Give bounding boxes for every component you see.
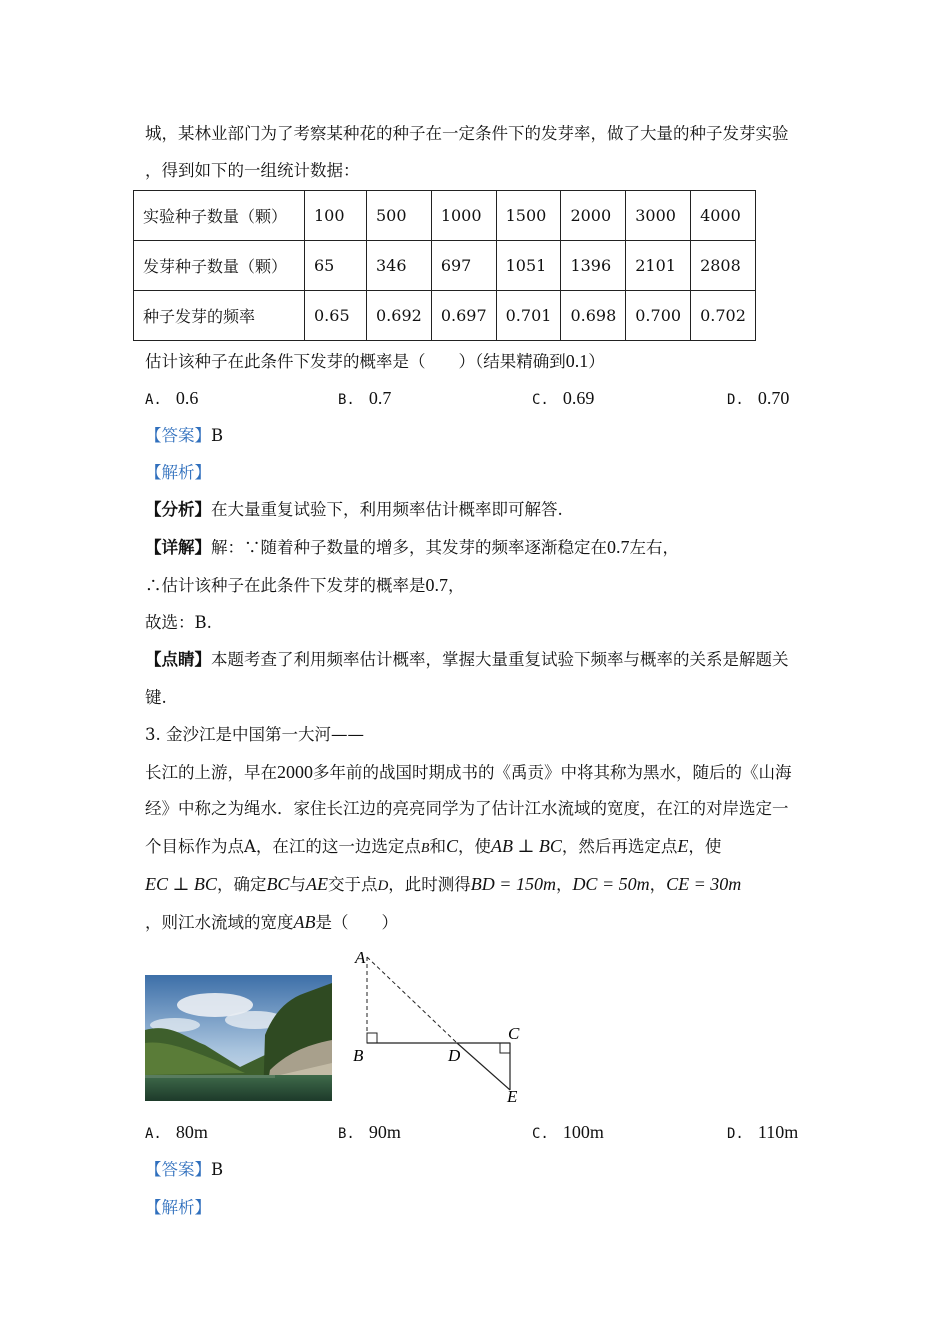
math: B bbox=[420, 841, 430, 856]
detail-tag: 【详解】 bbox=[145, 538, 211, 557]
segment-ad bbox=[367, 957, 457, 1043]
table-cell: 0.700 bbox=[626, 291, 691, 341]
table-cell: 1051 bbox=[496, 241, 561, 291]
q3-analysis-heading bbox=[145, 1196, 211, 1220]
math: AB ⊥ BC bbox=[491, 836, 562, 856]
option-label: D. bbox=[727, 392, 744, 408]
q3-option-c[interactable] bbox=[532, 1122, 604, 1143]
q2-therefore bbox=[145, 573, 465, 598]
fenxi-tag: 【分析】 bbox=[145, 500, 211, 519]
table-cell: 0.697 bbox=[431, 291, 496, 341]
number: 2000 bbox=[277, 762, 313, 782]
text: 是（ ） bbox=[315, 913, 398, 932]
table-cell: 3000 bbox=[626, 191, 691, 241]
text: 长江的上游，早在 bbox=[145, 763, 277, 782]
table-cell: 4000 bbox=[691, 191, 756, 241]
detail-text: 解：∵随着种子数量的增多，其发芽的频率逐渐稳定在 bbox=[211, 538, 607, 557]
q2-precision: 0.1 bbox=[565, 351, 589, 371]
option-label: C. bbox=[532, 392, 549, 408]
q3-paragraph-1 bbox=[145, 760, 792, 785]
geometry-diagram bbox=[345, 945, 535, 1114]
table-cell: 0.65 bbox=[305, 291, 367, 341]
label-e: E bbox=[507, 1087, 518, 1106]
option-label: A. bbox=[145, 1126, 162, 1142]
q2-comment-2: 键. bbox=[145, 688, 167, 707]
q2-option-a[interactable] bbox=[145, 388, 198, 409]
q2-analysis-heading bbox=[145, 461, 211, 485]
math: BD = 150m bbox=[470, 874, 556, 894]
label-d: D bbox=[448, 1046, 461, 1065]
q2-answer bbox=[145, 424, 223, 448]
math: AE bbox=[305, 874, 328, 894]
answer-value: B bbox=[211, 1160, 224, 1179]
text: ，使 bbox=[688, 837, 722, 856]
q2-question-text: 估计该种子在此条件下发芽的概率是（ ）（结果精确到 bbox=[145, 352, 566, 371]
q2-choose: 故选：B. bbox=[145, 613, 212, 632]
table-cell: 2000 bbox=[561, 191, 626, 241]
q2-option-c[interactable] bbox=[532, 388, 594, 409]
detail-number: 0.7 bbox=[607, 537, 630, 557]
option-value: 0.6 bbox=[175, 388, 199, 408]
text: 交于点 bbox=[327, 875, 378, 894]
table-cell: 100 bbox=[305, 191, 367, 241]
math: BC bbox=[266, 874, 290, 894]
text: ，确定 bbox=[216, 875, 267, 894]
q2-option-d[interactable] bbox=[727, 388, 789, 409]
table-cell: 0.702 bbox=[691, 291, 756, 341]
math: CE = 30m bbox=[666, 874, 742, 894]
q2-comment bbox=[145, 648, 789, 672]
intro-line-2: ，得到如下的一组统计数据： bbox=[145, 161, 360, 180]
text: 个目标作为点A，在江的这一边选定点 bbox=[145, 837, 421, 856]
text: ， bbox=[555, 875, 573, 894]
table-cell: 0.692 bbox=[367, 291, 432, 341]
math: AB bbox=[293, 912, 316, 932]
table-cell: 1396 bbox=[561, 241, 626, 291]
table-row bbox=[134, 191, 756, 241]
text: ，然后再选定点 bbox=[561, 837, 678, 856]
table-cell: 2101 bbox=[626, 241, 691, 291]
therefore-text: ∴估计该种子在此条件下发芽的概率是 bbox=[145, 576, 426, 595]
q3-option-a[interactable] bbox=[145, 1122, 208, 1143]
math: C bbox=[445, 836, 458, 856]
text: ，使 bbox=[458, 837, 491, 856]
q3-option-b[interactable] bbox=[338, 1122, 401, 1143]
therefore-number: 0.7 bbox=[425, 575, 448, 595]
comment-tag: 【点睛】 bbox=[145, 650, 211, 669]
label-c: C bbox=[508, 1024, 520, 1043]
text: 多年前的战国时期成书的《禹贡》中将其称为黑水，随后的《山海 bbox=[313, 763, 792, 782]
option-value: 0.7 bbox=[368, 388, 392, 408]
option-value: 100m bbox=[562, 1122, 604, 1142]
label-b: B bbox=[353, 1046, 364, 1065]
q3-paragraph-5 bbox=[145, 910, 398, 935]
math: EC ⊥ BC bbox=[145, 874, 217, 894]
fenxi-text: 在大量重复试验下，利用频率估计概率即可解答. bbox=[211, 500, 563, 519]
option-value: 0.69 bbox=[562, 388, 595, 408]
text: ， bbox=[649, 875, 667, 894]
analysis-tag: 【解析】 bbox=[145, 1198, 211, 1217]
intro-line-1: 城，某林业部门为了考察某种花的种子在一定条件下的发芽率，做了大量的种子发芽实验 bbox=[145, 124, 789, 143]
table-cell: 346 bbox=[367, 241, 432, 291]
q3-answer bbox=[145, 1158, 223, 1182]
math: E bbox=[677, 836, 689, 856]
q2-question-end: ） bbox=[588, 352, 605, 371]
comment-text: 本题考查了利用频率估计概率，掌握大量重复试验下频率与概率的关系是解题关 bbox=[211, 650, 789, 669]
table-cell: 0.698 bbox=[561, 291, 626, 341]
right-angle-b bbox=[367, 1033, 377, 1043]
q2-option-b[interactable] bbox=[338, 388, 391, 409]
text: 与 bbox=[289, 875, 306, 894]
table-cell: 0.701 bbox=[496, 291, 561, 341]
table-cell: 1000 bbox=[431, 191, 496, 241]
detail-text-end: 左右， bbox=[629, 538, 679, 557]
right-angle-c bbox=[500, 1043, 510, 1053]
q3-paragraph-4 bbox=[145, 872, 741, 898]
label-a: A bbox=[355, 948, 366, 967]
text: ，此时测得 bbox=[388, 875, 471, 894]
q2-fenxi bbox=[145, 498, 563, 522]
table-cell: 2808 bbox=[691, 241, 756, 291]
table-row bbox=[134, 241, 756, 291]
option-label: B. bbox=[338, 392, 355, 408]
row-header: 发芽种子数量（颗） bbox=[134, 241, 305, 291]
table-cell: 500 bbox=[367, 191, 432, 241]
table-cell: 697 bbox=[431, 241, 496, 291]
answer-tag: 【答案】 bbox=[145, 1160, 211, 1179]
answer-tag: 【答案】 bbox=[145, 426, 211, 445]
seed-data-table bbox=[133, 190, 756, 341]
analysis-tag: 【解析】 bbox=[145, 463, 211, 482]
answer-value: B bbox=[211, 426, 224, 445]
q3-option-d[interactable] bbox=[727, 1122, 798, 1143]
option-value: 0.70 bbox=[757, 388, 790, 408]
text: ，则江水流域的宽度 bbox=[145, 913, 294, 932]
option-value: 90m bbox=[368, 1122, 401, 1142]
math: DC = 50m bbox=[572, 874, 650, 894]
option-label: C. bbox=[532, 1126, 549, 1142]
q3-title: 3. 金沙江是中国第一大河—— bbox=[145, 725, 364, 744]
table-row bbox=[134, 291, 756, 341]
q3-paragraph-3 bbox=[145, 834, 721, 861]
q3-paragraph-2: 经》中称之为绳水．家住长江边的亮亮同学为了估计江水流域的宽度，在江的对岸选定一 bbox=[145, 799, 789, 818]
row-header: 种子发芽的频率 bbox=[134, 291, 305, 341]
segment-de bbox=[457, 1043, 510, 1090]
option-value: 80m bbox=[175, 1122, 208, 1142]
option-value: 110m bbox=[757, 1122, 799, 1142]
river-photo bbox=[145, 975, 332, 1101]
therefore-end: ， bbox=[448, 576, 465, 595]
row-header: 实验种子数量（颗） bbox=[134, 191, 305, 241]
table-cell: 1500 bbox=[496, 191, 561, 241]
table-cell: 65 bbox=[305, 241, 367, 291]
q2-question bbox=[145, 349, 605, 374]
option-label: D. bbox=[727, 1126, 744, 1142]
q2-detail bbox=[145, 535, 679, 560]
option-label: B. bbox=[338, 1126, 355, 1142]
math: D bbox=[377, 878, 389, 894]
option-label: A. bbox=[145, 392, 162, 408]
text: 和 bbox=[429, 837, 446, 856]
